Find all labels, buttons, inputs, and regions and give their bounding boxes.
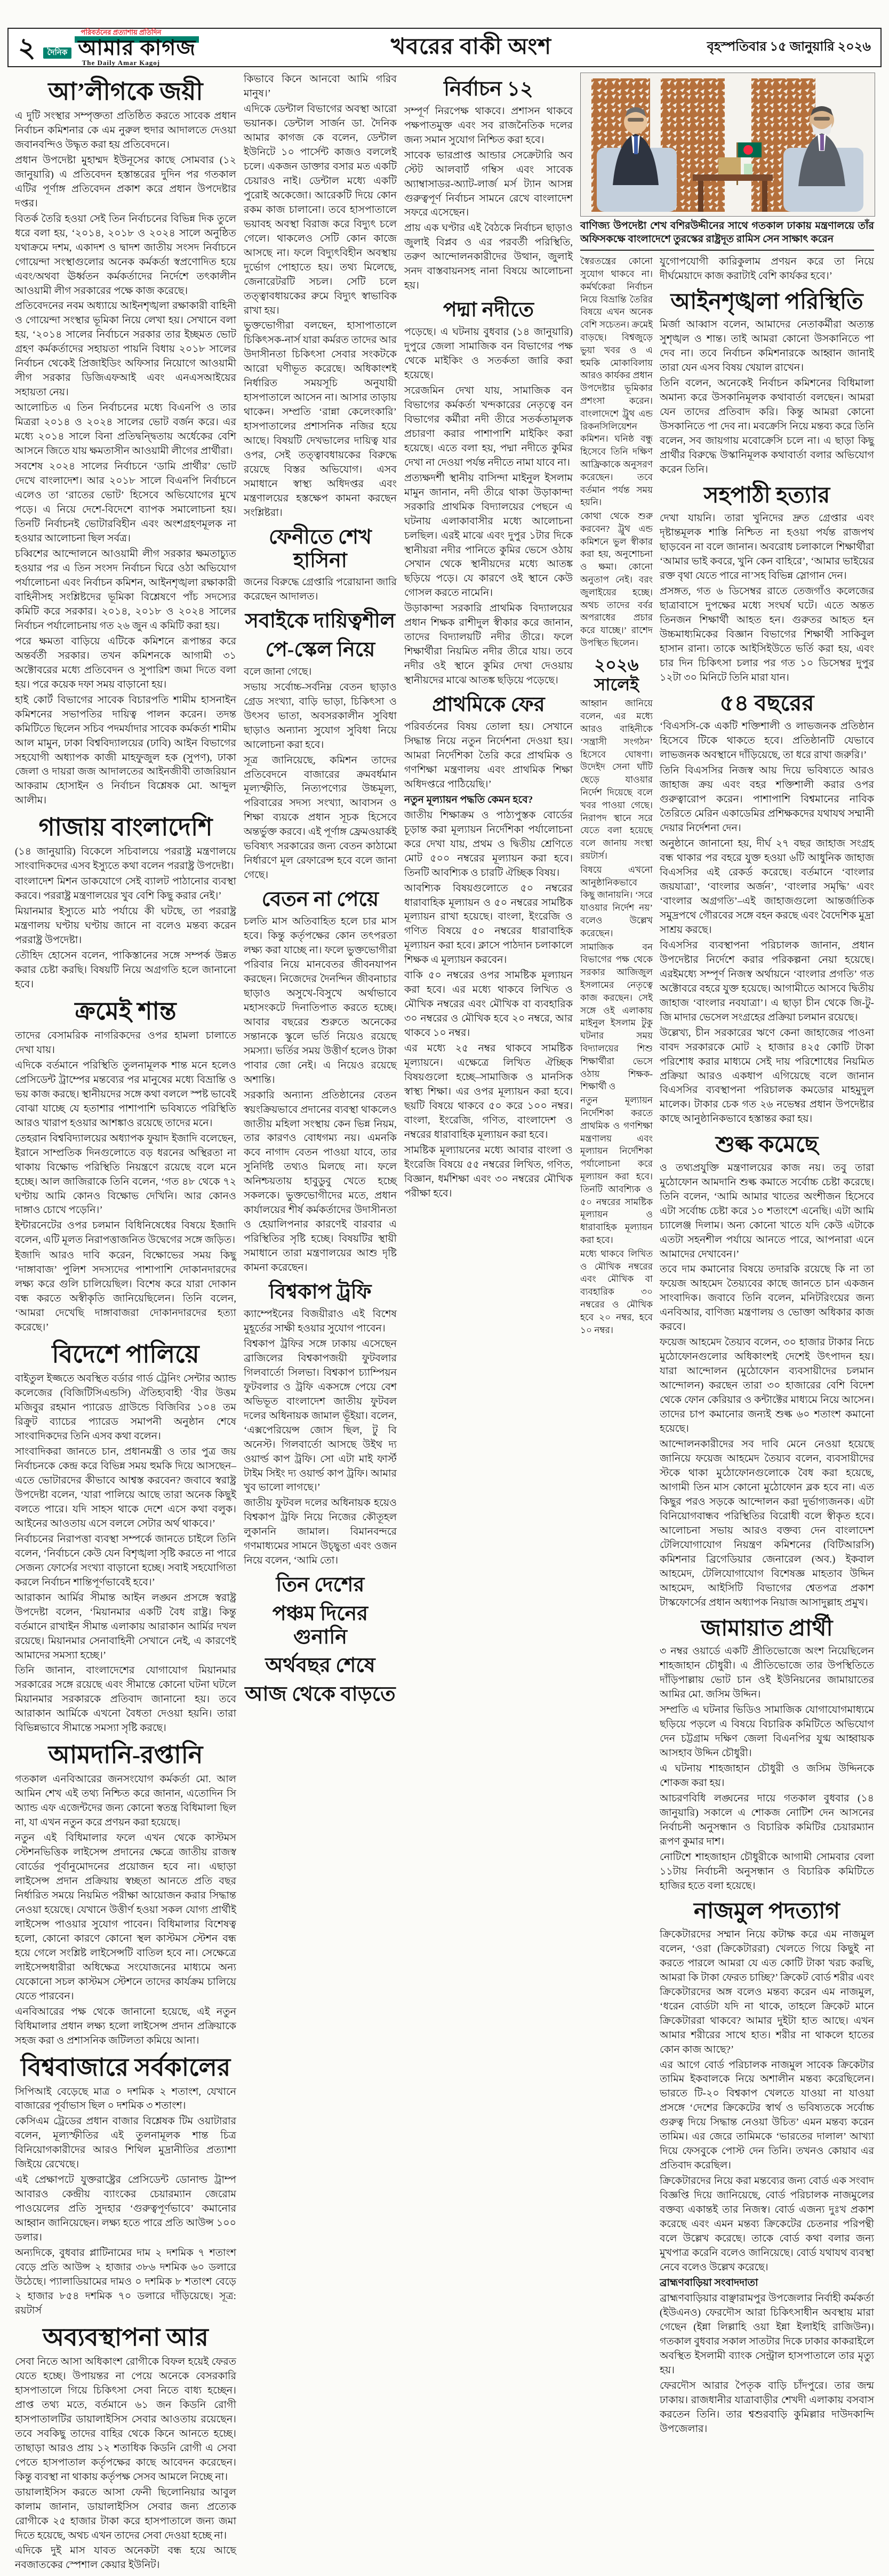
news-story bbox=[580, 255, 653, 650]
section-title: খবরের বাকী অংশ bbox=[390, 34, 552, 59]
story-paragraph: কোথা থেকে শুরু করবেন? ট্রুথ এন্ড কমিশনে ভুল স্বীকার করা হয়, অনুশোচনা ও ক্ষমা। কোনো অনুতাপ নেই। বরং জুলাইয়ের হচ্ছে। অথচ তাদের বর্বর অপরাধের প্রচার করে যাচ্ছে।’ রাশেদ উপস্থিত ছিলেন। bbox=[580, 511, 653, 649]
story-paragraph: চব্বিশের আন্দোলনে আওয়ামী লীগ সরকার ক্ষমতাচ্যুত হওয়ার পর এ তিন সংসদ নির্বাচন ঘিরে ওঠা অভিযোগ পর্যালোচনা এবং নির্বাচন কমিশন, আইনশৃঙ্খলা রক্ষাকারী বাহিনীসহ সংশ্লিষ্টদের ভূমিকা বিশ্লেষণে পাঁচ সদস্যের কমিটি করে সরকার। ২০১৪, ২০১৮ ও ২০২৪ সালের নির্বাচন পর্যালোচনায় গত ২৬ জুন এ কমিটি করা হয়। bbox=[15, 548, 236, 632]
story-headline: শুল্ক কমেছে bbox=[715, 1133, 819, 1158]
story-paragraph: আন্দোলনকারীদের সব দাবি মেনে নেওয়া হয়েছে জানিয়ে ফয়েজ আহমেদ তৈয়্যব বলেন, ব্যবসায়ীদের স্টকে থাকা মুঠোফোনগুলোকে বৈধ করা হয়েছে, আগামী তিন মাস কোনো মুঠোফোন ব্লক হবে না। এত কিছুর পরও সড়কে আন্দোলন করা দুর্ভাগ্যজনক। এটা বিনিয়োগবান্ধব পরিস্থিতির বিরোধী বলে স্বীকৃত হবে। আলোচনা সভায় আরও বক্তব্য দেন বাংলাদেশ টেলিযোগাযোগ নিয়ন্ত্রণ কমিশনের (বিটিআরসি) কমিশনার ব্রিগেডিয়ার জেনারেল (অব.) ইকবাল আহমেদ, টেলিযোগাযোগ বিশেষজ্ঞ মাহতাব উদ্দিন আহমেদ, আইসিটি বিভাগের শ্বেতপত্র প্রকাশ টাস্কফোর্সের প্রধান অধ্যাপক নিয়াজ আসাদুল্লাহ প্রমুখ। bbox=[660, 1439, 874, 1608]
story-paragraph: সম্প্রতি এ ঘটনার ভিডিও সামাজিক যোগাযোগমাধ্যমে ছড়িয়ে পড়লে এ বিষয়ে বিচারিক কমিটিতে অভিযোগ দেন চট্টগ্রাম দক্ষিণ জেলা বিএনপির যুগ্ম আহ্বায়ক আসহাব উদ্দিন চৌধুরী। bbox=[660, 1704, 874, 1759]
story-headline: পে-স্কেল নিয়ে bbox=[265, 639, 375, 661]
story-paragraph: অনুষ্ঠানে জানানো হয়, দীর্ঘ ২৭ বছর জাহাজ সংগ্রহ বন্ধ থাকার পর বহরে যুক্ত হওয়া ৬টি আধুনিক জাহাজ বিএসসির এই রেকর্ড করেছে। বর্তমানে ‘বাংলার জয়যাত্রা’, ‘বাংলার অর্জন’, ‘বাংলার সমৃদ্ধি’ এবং ‘বাংলার অগ্রগতি’–এই জাহাজগুলো আন্তর্জাতিক সমুদ্রপথে গৌরবের সঙ্গে বহন করছে এবং বৈদেশিক মুদ্রা সাশ্রয় করছে। bbox=[660, 838, 874, 936]
story-paragraph: ৩ নম্বর ওয়ার্ডে একটি প্রীতিভোজে অংশ নিয়েছিলেন শাহজাহান চৌধুরী। এ প্রীতিভোজে তার উপস্থিতিতে দাঁড়িপাল্লায় ভোট চান ওই ইউনিয়নের জামায়াতের আমির মো. জসিম উদ্দিন। bbox=[660, 1646, 874, 1700]
story-headline: বিশ্বকাপ ট্রফি bbox=[269, 1281, 372, 1304]
news-story bbox=[580, 655, 653, 1336]
story-headline: নির্বাচন ১২ bbox=[444, 78, 533, 100]
story-paragraph: সেবা নিতে আসা অধিকাংশ রোগীকে বিফল হয়েই ফেরত যেতে হচ্ছে। উপায়ন্তর না পেয়ে অনেকে বেসরকারি হাসপাতালে গিয়ে চিকিৎসা সেবা নিতে বাধ্য হচ্ছেন। প্রাপ্ত তথ্য মতে, বর্তমানে ৬১ জন কিডনি রোগী হাসপাতালটির ডায়ালাইসিস সেবার আওতায় রয়েছেন। তবে সবকিছু তাদের বাহির থেকে কিনে আনতে হচ্ছে। তাছাড়া আরও প্রায় ১২ শতাধিক কিডনি রোগী এ সেবা পেতে হাসপাতাল কর্তৃপক্ষের কাছে আবেদন করেছেন। কিন্তু ব্যবস্থা না থাকায় কর্তৃপক্ষ সেসব আমলে নিচ্ছে না। bbox=[15, 2356, 236, 2483]
news-story bbox=[660, 289, 874, 477]
story-headline: অব্যবস্থাপনা আর bbox=[43, 2324, 209, 2351]
story-headline: জামায়াত প্রার্থী bbox=[701, 1616, 833, 1641]
column-5 bbox=[660, 255, 874, 2440]
story-paragraph: সবশেষ ২০২৪ সালের নির্বাচনে ‘ডামি প্রার্থীর’ ভোট দেখে বাংলাদেশ। আর ২০১৮ সালে বিএনপি নির্বাচনে এলেও তা ‘রাতের ভোট’ হিসেবে অভিযোগের মুখে পড়ে। এ নিয়ে দেশে-বিদেশে ব্যাপক সমালোচনা হয়। তিনটি নির্বাচনই ভোটারবিহীন এবং অংশগ্রহণমূলক না হওয়ার আলোচনা ছিল সর্বত্র। bbox=[15, 461, 236, 544]
story-paragraph: ও তথ্যপ্রযুক্তি মন্ত্রণালয়ের কাজ নয়। তবু তারা মুঠোফোন আমদানি শুল্ক কমাতে সর্বোচ্চ চেষ্টা করেছে। তিনি বলেন, ‘আমি আমার খাতের অংশীজন হিসেবে এটা সর্বোচ্চ চেষ্টা করে ১০ শতাংশে এনেছি। এটা আমি চ্যালেঞ্জ দিলাম। অন্য কোনো খাতে যদি কেউ এটাকে এতটা সহনশীল পর্যায়ে আনতে পারে, আপনারা এনে আমাদের দেখাবেন।’ bbox=[660, 1162, 874, 1260]
story-paragraph: প্রতিবেদনের নবম অধ্যায়ে আইনশৃঙ্খলা রক্ষাকারী বাহিনী ও গোয়েন্দা সংস্থার ভূমিকা নিয়ে লেখা হয়। সেখানে বলা হয়, ‘২০১৪ সালের নির্বাচনে সরকার তার ইচ্ছমত ভোট গ্রহণ কর্মকর্তাদের সহায়তা পায়নি বিধায় ২০১৮ সালের নির্বাচন থেকেই প্রিজাইডিং অফিসার নিয়োগে আওয়ামী লীগ সরকার ডিজিএফআই এবং এনএসআইয়ের সহায়তা নেয়। bbox=[15, 300, 236, 398]
story-headline: আজ থেকে বাড়তে bbox=[245, 1683, 396, 1706]
news-story bbox=[15, 2054, 236, 2318]
news-story bbox=[660, 483, 874, 685]
story-paragraph: তৌহিদ হোসেন বলেন, পাকিস্তানের সঙ্গে সম্পর্ক উন্নত করার চেষ্টা করছি। বিষয়টি নিয়ে অগ্রগতি হলে জানানো হবে। bbox=[15, 950, 236, 990]
story-paragraph: প্রত্যক্ষদর্শী স্থানীয় বাসিন্দা মাইনুল ইসলাম মামুন জানান, নদী তীরে থাকা উড়াকান্দা সরকারি প্রাথমিক বিদ্যালয়ের পেছনে এ ঘটনায় এলাকাবাসীর মধ্যে আলোচনা চলছিল। এরই মাঝে এবং দুপুর ১টার দিকে স্থানীয়রা নদীর পানিতে কুমির ভেসে ওঠায় সেখান থেকে স্থানীয়দের মধ্যে আতঙ্ক ছড়িয়ে পড়ে। যে কারণে ওই স্থানে কেউ গোসল করতে নামেনি। bbox=[404, 472, 573, 599]
story-paragraph: প্রসঙ্গত, গত ৬ ডিসেম্বর রাতে তেজগাঁও কলেজের ছাত্রাবাসে দুপক্ষের মধ্যে সংঘর্ষ ঘটে। এতে অন্তত তিনজন শিক্ষার্থী আহত হন। গুরুতর আহত হন উচ্চমাধ্যমিকের বিজ্ঞান বিভাগের শিক্ষার্থী সাকিবুল হাসান রানা। তাকে আইসিইউতে ভর্তি করা হয়, এবং চার দিন চিকিৎসা চলার পর গত ১০ ডিসেম্বর দুপুর ১২টা ৩০ মিনিটে তিনি মারা যান। bbox=[660, 586, 874, 683]
news-story bbox=[15, 1741, 236, 2048]
news-story bbox=[660, 255, 874, 284]
story-headline: বিদেশে পালিয়ে bbox=[52, 1341, 199, 1368]
story-paragraph: মধ্যে থাকবে লিখিত ও মৌখিক নম্বরের এবং মৌখিক বা ব্যবহারিক ৩০ নম্বরের ও মৌখিক হবে ২০ নম্বর, হবে ১০ নম্বর। bbox=[580, 1248, 653, 1335]
story-headline: পদ্মা নদীতে bbox=[443, 299, 534, 322]
story-paragraph: ইজাদি আরও দাবি করেন, বিক্ষোভের সময় কিছু ‘দাঙ্গাবাজ’ পুলিশ সদস্যদের পাশাপাশি দোকানদারদের লক্ষ্য করে গুলি চালিয়েছিল। বিশেষ করে যারা দোকান বন্ধ করতে অস্বীকৃতি জানিয়েছিলেন। তিনি বলেন, ‘আমরা দেখেছি দাঙ্গাবাজরা দোকানদারদের হত্যা করেছে।’ bbox=[15, 1250, 236, 1334]
story-paragraph: তেহরান বিশ্ববিদ্যালয়ের অধ্যাপক ফুয়াদ ইজাদি বলেছেন, ইরানে সাম্প্রতিক দিনগুলোতে বড় ধরনের অস্থিরতা না থাকায় বিক্ষোভ পরিস্থিতি নিয়ন্ত্রণে রয়েছে বলে মনে হচ্ছে। আল জাজিরাকে তিনি বলেন, ‘গত ৪৮ থেকে ৭২ ঘণ্টায় আমি কোনও বিক্ষোভ দেখিনি। আর কোনও দাঙ্গাও চোখে পড়েনি।’ bbox=[15, 1133, 236, 1216]
story-paragraph: চলতি মাস অতিবাহিত হলে চার মাস হবে। কিন্তু কর্তৃপক্ষের কোন তৎপরতা লক্ষ্য করা যাচ্ছে না। ফলে ভুক্তভোগীরা পরিবার নিয়ে মানবেতর জীবনযাপন করছেন। নিজেদের দৈনন্দিন জীবনাচার ছাড়াও অসুখে-বিসুখে অর্থাভাবে মহাসংকটে দিনাতিপাত করতে হচ্ছে। আবার বছরের শুরুতে অনেকের সন্তানকে স্কুলে ভর্তি নিয়েও রয়েছে সমস্যা। ভর্তির সময় উত্তীর্ণ হলেও টাকা পাবার জো নেই। এ নিয়েও রয়েছে অশান্তি। bbox=[243, 915, 397, 1086]
story-paragraph: ব্রাহ্মণবাড়িয়ার বাঞ্ছারামপুর উপজেলার নির্বাহী কর্মকর্তা (ইউএনও) ফেরদৌস আরা চিকিৎসাধীন অবস্থায় মারা গেছেন (ইন্না লিল্লাহি ওয়া ইন্না ইলাইহি রাজিউন)। গতকাল বুধবার সকাল সাতটার দিকে ঢাকার কাকরাইলে অবস্থিত ইসলামী ব্যাংক সেন্ট্রাল হাসপাতালে তার মৃত্যু হয়। bbox=[660, 2293, 874, 2376]
story-paragraph: নির্বাচনের নিরাপত্তা ব্যবস্থা সম্পর্কে জানতে চাইলে তিনি বলেন, ‘নির্বাচনে কেউ যেন বিশৃঙ্খলা সৃষ্টি করতে না পারে সেজন্য ফোর্সের সংখ্যা বাড়ানো হচ্ছে। সবাই সহযোগিতা করলে নির্বাচন শান্তিপূর্ণভাবেই হবে।’ bbox=[15, 1533, 236, 1588]
story-paragraph: আচরণবিধি লঙ্ঘনের দায়ে গতকাল বুধবার (১৪ জানুয়ারি) সকালে এ শোকজ নোটিশ দেন আসনের নির্বাচনী অনুসন্ধান ও বিচারিক কমিটির চেয়ারম্যান রূপণ কুমার দাশ। bbox=[660, 1792, 874, 1847]
news-story bbox=[660, 1616, 874, 1894]
news-story bbox=[404, 78, 573, 293]
news-story bbox=[660, 691, 874, 1127]
story-paragraph: মির্জা আব্বাস বলেন, আমাদের নেতাকর্মীরা অত্যন্ত সুশৃঙ্খল ও শান্ত। তাই আমরা কোনো উসকানিতে পা দেব না। তবে নির্বাচন কমিশনারকে আহ্বান জানাই তারা যেন এসব বিষয় খেয়াল রাখেন। bbox=[660, 319, 874, 374]
story-paragraph: ‘বিএসসি-কে একটি শক্তিশালী ও লাভজনক প্রতিষ্ঠান হিসেবে টিকে থাকতে হবে। প্রতিষ্ঠানটি যেভাবে লাভজনক অবস্থানে দাঁড়িয়েছে, তা ধরে রাখা জরুরি।’ bbox=[660, 721, 874, 761]
story-paragraph: প্রায় এক ঘণ্টার এই বৈঠকে নির্বাচন ছাড়াও জুলাই বিপ্লব ও এর পরবর্তী পরিস্থিতি, তরুণ আন্দোলনকারীদের উত্থান, জুলাই সনদ বাস্তবায়নসহ নানা বিষয়ে আলোচনা হয়। bbox=[404, 222, 573, 292]
story-paragraph: তাদের বেসামরিক নাগরিকদের ওপর হামলা চালাতে দেখা যায়। bbox=[15, 1030, 236, 1056]
story-paragraph: নোটিশে শাহজাহান চৌধুরীকে আগামী সোমবার বেলা ১১টায় নির্বাচনী অনুসন্ধান ও বিচারিক কমিটিতে হাজির হতে বলা হয়েছে। bbox=[660, 1851, 874, 1892]
story-headline: বেতন না পেয়ে bbox=[261, 888, 379, 911]
story-paragraph: সূত্র জানিয়েছে, কমিশন তাদের প্রতিবেদনে বাজারের ক্রমবর্ধমান মূল্যস্ফীতি, নিত্যপণ্যের উচ্চমূল্য, পরিবারের সদস্য সংখ্যা, আবাসন ও শিক্ষা ব্যয়কে প্রধান সূচক হিসেবে অন্তর্ভুক্ত করবে। এই পূর্ণাঙ্গ ফ্রেমওয়ার্কই ভবিষ্যৎ সরকারের জন্য বেতন কাঠামো নির্ধারণে মূল রেফারেন্স হবে বলে জানা গেছে। bbox=[243, 754, 397, 881]
news-story bbox=[244, 610, 397, 633]
story-headline: আ’লীগকে জয়ী bbox=[48, 78, 203, 105]
news-story bbox=[244, 1281, 397, 1568]
story-paragraph: জনের বিরুদ্ধে গ্রেপ্তারি পরোয়ানা জারি করেছেন আদালত। bbox=[243, 577, 397, 603]
story-paragraph: নতুন মূল্যায়ন নির্দেশিকা করতে প্রাথমিক ও গণশিক্ষা মন্ত্রণালয় এবং মূল্যায়ন নির্দেশিকা পর্যালোচনা করে মূল্যায়ন করা হবে। তিনটি আবশ্যিক ও ৫০ নম্বরের সামষ্টিক মূল্যায়ন ও ধারাবাহিক মূল্যায়ন করা হবে। bbox=[580, 1095, 653, 1245]
story-paragraph: পরিবর্তনের বিষয় তোলা হয়। সেখানে সিদ্ধান্ত নিয়ে নতুন নির্দেশনা দেওয়া হয়। আমরা নির্দেশিকা তৈরি করে প্রাথমিক ও গণশিক্ষা মন্ত্রণালয় এবং প্রাথমিক শিক্ষা অধিদপ্তরে পাঠিয়েছি।’ bbox=[404, 721, 573, 790]
news-story bbox=[15, 998, 236, 1335]
story-headline: সহপাঠী হত্যার bbox=[703, 483, 830, 508]
page-header bbox=[7, 28, 882, 67]
story-paragraph: বাকি ৫০ নম্বরের ওপর সামষ্টিক মূল্যায়ন করা হবে। এর মধ্যে থাকবে লিখিত ও মৌখিক নম্বরের এবং মৌখিক বা ব্যবহারিক ৩০ নম্বরের ও মৌখিক হবে ২০ নম্বরে, আর থাকবে ১০ নম্বর। bbox=[404, 970, 573, 1039]
story-paragraph: কেসিএম ট্রেডের প্রধান বাজার বিশ্লেষক টিম ওয়াটারার বলেন, মূল্যস্ফীতির এই তুলনামূলক শান্ত চিত্র বিনিয়োগকারীদের আরও শিথিল মুদ্রানীতির প্রত্যাশা জিইয়ে রেখেছে। bbox=[15, 2116, 236, 2171]
logo-title: আমার কাগজ bbox=[75, 36, 199, 59]
story-paragraph: সাংবাদিকরা জানতে চান, প্রধানমন্ত্রী ও তার পুত্র জয় নির্বাচনকে কেন্দ্র করে বিভিন্ন সময় হুমকি দিয়ে আসছেন–এতে ভোটারদের কীভাবে আশ্বস্ত করবেন? জবাবে স্বরাষ্ট্র উপদেষ্টা বলেন, ‘যারা পালিয়ে আছে তারা অনেক কিছুই বলতে পারে। যদি সাহস থাকে দেশে এসে কথা বলুক। আইনের আওতায় এসে বললে সেটার অর্থ থাকবে।’ bbox=[15, 1446, 236, 1529]
story-headline: নাজমুল পদত্যাগ bbox=[694, 1899, 840, 1924]
story-paragraph: বাইতুল ইজ্জতে অবস্থিত বর্ডার গার্ড ট্রেনিং সেন্টার অ্যান্ড কলেজের (বিজিটিসিএন্ডসি) ঐতিহ্যবাহী ‘বীর উত্তম মজিবুর রহমান প্যারেড গ্রাউন্ডে বিজিবির ১০৪ তম রিক্রুট ব্যাচের প্যারেড সমাপনী অনুষ্ঠান শেষে সাংবাদিকদের তিনি এসব কথা বলেন। bbox=[15, 1373, 236, 1442]
story-headline: প্রাথমিকে ফের bbox=[432, 693, 545, 716]
story-paragraph: সাবেক ভারপ্রাপ্ত আন্ডার সেক্রেটারি অব স্টেট আলবার্ট গম্বিস এবং সাবেক অ্যাম্বাসাডর-অ্যাট-লার্জ মর্স ট্যান আসন্ন গুরুত্বপূর্ণ নির্বাচন সামনে রেখে বাংলাদেশ সফরে এসেছেন। bbox=[404, 149, 573, 219]
story-paragraph: হাই কোর্ট বিভাগের সাবেক বিচারপতি শামীম হাসনাইন কমিশনের সভাপতির দায়িত্ব পালন করেন। তদন্ত কমিটিতে ছিলেন সচিব পদমর্যাদার সাবেক কর্মকর্তা শামীম আল মামুন, ঢাকা বিশ্ববিদ্যালয়ের (ঢাবি) আইন বিভাগের সহযোগী অধ্যাপক কাজী মাহফুজুল হক (সুপণ), ঢাকা জেলা ও দায়রা জজ আদালতের আইনজীবী তাজরিয়ান আকরাম হোসাইন ও নির্বাচন বিশ্লেষক মো. আব্দুল আলীম। bbox=[15, 694, 236, 807]
story-paragraph: ফেরদৌস আরার পৈতৃক বাড়ি চাঁদপুরে। তার জন্ম ঢাকায়। রাজধানীর যাত্রাবাড়ীর শেখদী এলাকায় বসবাস করতেন তিনি। তার শ্বশুরবাড়ি কুমিল্লার দাউদকান্দি উপজেলার। bbox=[660, 2380, 874, 2435]
story-paragraph: ইন্টারনেটের ওপর চলমান বিধিনিষেধের বিষয়ে ইজাদি বলেন, এটি মূলত নিরাপত্তাজনিত উদ্বেগের সঙ্গে জড়িত। bbox=[15, 1220, 236, 1246]
story-paragraph: আলোচিত এ তিন নির্বাচনের মধ্যে বিএনপি ও তার মিত্ররা ২০১৪ ও ২০২৪ সালের ভোট বর্জন করে। এর মধ্যে ২০১৪ সালে বিনা প্রতিদ্বন্দ্বিতায় অর্ধেকের বেশি আসনে জিতে যায় ক্ষমতাসীন আওয়ামী লীগের প্রার্থীরা। bbox=[15, 402, 236, 457]
story-paragraph: উল্লেখ্য, চীন সরকারের ঋণে কেনা জাহাজের পাওনা বাবদ সরকারকে মোট ২ হাজার ৪২৫ কোটি টাকা পরিশোধ করার মাধ্যমে সেই দায় পরিশোধের নিয়মিত প্রক্রিয়া আরও একধাপ এগিয়েছে বলে জানান বিএসসির ব্যবস্থাপনা পরিচালক কমডোর মাহমুদুল মালেক। টাকার চেক গত ২৬ নভেম্বর প্রধান উপদেষ্টার কাছে আনুষ্ঠানিকভাবে হস্তান্তর করা হয়। bbox=[660, 1027, 874, 1125]
story-headline: অর্থবছর শেষে bbox=[265, 1654, 375, 1677]
story-paragraph: পড়েছে। এ ঘটনায় বুধবার (১৪ জানুয়ারি) দুপুরে জেলা সামাজিক বন বিভাগের পক্ষ থেকে মাইকিং ও সতর্কতা জারি করা হয়েছে। bbox=[404, 326, 573, 381]
story-paragraph: যুগোপযোগী কারিকুলাম প্রণয়ন করে তা নিয়ে দীর্ঘমেয়াদে কাজ করাটাই বেশি কার্যকর হবে।’ bbox=[660, 256, 874, 282]
story-paragraph: ভুক্তভোগীরা বলছেন, হাসাপাতালে চিকিৎসক-নার্স যারা কর্মরত তাদের আর উদাসীনতা চিকিৎসা সেবার সংকটকে আরো ঘণীভূত করেছে। অধিকাংশই নির্ধারিত সময়সূচি অনুযায়ী হাসপাতালে আসেন না। আসার তাড়ায় থাকেন। সম্প্রতি ‘রান্না কেলেংকারি’ হাসপাতালের প্রশাসনিক নজির হয়ে আছে। বিষয়টি দেখভালের দায়িত্ব যার ওপর, সেই তত্ত্বাবধায়কের বিরুদ্ধে রয়েছে বিস্তর অভিযোগ। এসব সমাধানে স্বাস্থ্য অধিদপ্তর এবং মন্ত্রণালয়ের হস্তক্ষেপ কামনা করছেন সংশ্লিষ্টরা। bbox=[243, 320, 397, 519]
story-paragraph: এর মধ্যে ২৫ নম্বর থাকবে সামষ্টিক মূল্যায়নে। এক্ষেত্রে লিখিত ঐচ্ছিক বিষয়গুলো হচ্ছে–সামাজিক ও মানসিক স্বাস্থ্য শিক্ষা। এর ওপর মূল্যায়ন করা হবে। ছয়টি বিষয়ে থাকবে ৫০ করে ১০০ নম্বর। বাংলা, ইংরেজি, গণিত, বাংলাদেশ ও নম্বরের ধারাবাহিক মূল্যায়ন করা হবে। bbox=[404, 1043, 573, 1141]
news-photo-figure bbox=[580, 73, 874, 251]
story-paragraph: এই প্রেক্ষাপটে যুক্তরাষ্ট্রের প্রেসিডেন্ট ডোনাল্ড ট্রাম্প আবারও কেন্দ্রীয় ব্যাংকের চেয়ারম্যান জেরোম পাওয়েলের প্রতি সুদহার ‘গুরুত্বপূর্ণভাবে’ কমানোর আহ্বান জানিয়েছেন। লক্ষ্য হতে পারে প্রতি আউন্স ১০০ ডলার। bbox=[15, 2174, 236, 2244]
story-headline: বিশ্ববাজারে সর্বকালের bbox=[20, 2053, 231, 2081]
story-paragraph: তিনি বলেন, অনেকেই নির্বাচন কমিশনের বিধিমালা অমান্য করে উসকানিমূলক কথাবার্তা বলছেন। আমরা যেন তাদের প্রতিবাদ করি। কিন্তু আমরা কোনো উসকানিতে পা দেব না। মবক্রেসি নিয়ে মন্তব্য করে তিনি বলেন, সব জায়গায় মবোক্রেসি চলে না। এ ছাড়া কিছু প্রার্থীর বিরুদ্ধে উস্কানিমূলক কথাবার্তা বলার অভিযোগ করেন তিনি। bbox=[660, 378, 874, 476]
news-story bbox=[660, 1132, 874, 1610]
story-paragraph: নতুন মূল্যায়ন পদ্ধতি কেমন হবে? bbox=[404, 794, 533, 806]
story-headline: তিন দেশের bbox=[276, 1574, 365, 1597]
story-paragraph: ক্যাম্পেইনের বিজয়ীরাও এই বিশেষ মুহূর্তের সাক্ষী হওয়ার সুযোগ পাবেন। bbox=[243, 1308, 397, 1334]
story-paragraph: সভায় সর্বোচ্চ-সর্বনিম্ন বেতন ছাড়াও গ্রেড সংখ্যা, বাড়ি ভাড়া, চিকিৎসা ও উৎসব ভাতা, অবসরকালীন সুবিধা ছাড়াও অন্যান্য সুযোগ সুবিধা নিয়ে আলোচনা করা হবে। bbox=[243, 681, 397, 751]
story-paragraph: বিএসসির ব্যবস্থাপনা পরিচালক জানান, প্রধান উপদেষ্টার নির্দেশে করার পরিকল্পনা নেয়া হয়েছে। এরইমধ্যে সম্পূর্ণ নিজস্ব অর্থায়নে ‘বাংলার প্রগতি’ গত অক্টোবরে বহরে যুক্ত হয়েছে। আগামীতে আসবে দ্বিতীয় জাহাজ ‘বাংলার নবযাত্রা’। এ ছাড়া চীন থেকে জি-টু-জি মাদার ভেসেল সংগ্রহের প্রক্রিয়া চলমান রয়েছে। bbox=[660, 939, 874, 1023]
story-paragraph: সামষ্টিক মূল্যায়নের মধ্যে আবার বাংলা ও ইংরেজি বিষয়ে ৫৫ নম্বরের লিখিত, গণিত, বিজ্ঞান, ধর্মশিক্ষা এবং ৩০ নম্বরের মৌখিক পরীক্ষা হবে। bbox=[404, 1144, 573, 1199]
logo-subtitle: The Daily Amar Kagoj bbox=[82, 59, 161, 67]
story-paragraph: ফয়েজ আহমেদ তৈয়্যব বলেন, ৩০ হাজার টাকার নিচে মুঠোফোনগুলোর অধিকাংশই দেশেই উৎপাদন হয়। যারা আন্দোলন (মুঠোফোন ব্যবসায়ীদের চলমান আন্দোলন) করছেন তারা ৩০ হাজারের বেশি বিদেশ থেকে ফোন কেরিয়ার ও কন্টাক্টের মাধ্যমে নিয়ে আসেন। তাদের চাপ কমানোর জন্যই শুল্ক ৬০ শতাংশ কমানো হয়েছে। bbox=[660, 1337, 874, 1435]
story-paragraph: প্রধান উপদেষ্টা মুহাম্মদ ইউনূসের কাছে সোমবার (১২ জানুয়ারি) এ প্রতিবেদন হস্তান্তরের দুদিন পর গতকাল এটির পূর্ণাঙ্গ প্রতিবেদন প্রকাশ করে প্রধান উপদেষ্টার দপ্তর। bbox=[15, 154, 236, 209]
page-content bbox=[7, 67, 882, 2576]
story-headline: সবাইকে দায়িত্বশীল bbox=[245, 610, 396, 633]
story-paragraph: সম্পূর্ণ নিরপেক্ষ থাকবে। প্রশাসন থাকবে পক্ষপাতমুক্ত এবং সব রাজনৈতিক দলের জন্য সমান সুযোগ নিশ্চিত করা হবে। bbox=[404, 105, 573, 146]
story-headline: ক্রমেই শান্ত bbox=[75, 997, 177, 1025]
column-2 bbox=[244, 73, 397, 1710]
story-paragraph: স্বৈরতন্ত্রের কোনো সুযোগ থাকবে না। কর্মর্থকেরা নির্বাচন নিয়ে বিভ্রান্তি তৈরির বিষয়ে এখন অনেক বেশি সচেতন। ক্রমেই বাড়ছে। বিশ্বজুড়ে ভুয়া খবর ও এ হুমকি মোকাবিলায় আরও কার্যকর প্রধান উপদেষ্টার ভূমিকার প্রশংসা করেন। বাংলাদেশে ট্রুথ এন্ড রিকনসিলিয়েশন কমিশন। ঘনিষ্ঠ বন্ধু হিসেবে তিনি দক্ষিণ আফ্রিকাকে অনুসরণ করেছেন। তবে বর্তমান পর্যন্ত সময় হয়নি। bbox=[580, 256, 653, 508]
news-story bbox=[15, 814, 236, 992]
story-paragraph: ক্রিকেটারদের সম্মান নিয়ে কটাক্ষ করে এম নাজমুল বলেন, ‘ওরা (ক্রিকেটাররা) খেলতে গিয়ে কিছুই না করতে পারলে আমরা যে এত কোটি টাকা খরচ করছি, আমরা কি টাকা ফেরত চাচ্ছি?’ ক্রিকেট বোর্ড শরীর এবং ক্রিকেটারদের অঙ্গ বলেও মন্তব্য করেন এম নাজমুল, ‘ধরেন বোর্ডটা যদি না থাকে, তাহলে ক্রিকেট মানে ক্রিকেটাররা থাকবে? আমার দুইটা হাত আছে। এখন আমার শরীরের সাথে হাত। শরীর না থাকলে হাতের কোন কাজ আছে?’ bbox=[660, 1928, 874, 2055]
story-paragraph: আরাকান আর্মির সীমান্ত আইন লঙ্ঘন প্রসঙ্গে স্বরাষ্ট্র উপদেষ্টা বলেন, ‘মিয়ানমার একটি বৈধ রাষ্ট্র। কিন্তু বর্তমানে রাখাইন সীমান্ত এলাকায় আরাকান আর্মির দখল রয়েছে। মিয়ানমার সেনাবাহিনী সেখানে নেই, এ কারণেই আমাদের সমস্যা হচ্ছে।’ bbox=[15, 1592, 236, 1661]
page-number: ২ bbox=[18, 33, 36, 62]
news-story bbox=[244, 1654, 397, 1678]
story-paragraph: তিনি বিএসসির নিজস্ব আয় দিয়ে ভবিষ্যতে আরও জাহাজ ক্রয় এবং বহর শক্তিশালী করার ওপর গুরুত্বারোপ করেন। পাশাপাশি বিশ্বমানের নাবিক তৈরিতে মেরিন একাডেমির প্রশিক্ষকদের যথাযথ সম্মানী দেয়ার নির্দেশনা দেন। bbox=[660, 765, 874, 834]
story-paragraph: আহ্বান জানিয়ে বলেন, এর মধ্যে আরও বাহিনীকে ‘সন্ত্রাসী সংগঠন’ হিসেবে ঘোষণা। উদেইদ সেনা ঘাঁটি ছেড়ে যাওয়ার নির্দেশ দিয়েছে বলে খবর পাওয়া গেছে। নিরাপদ স্থানে সরে যেতে বলা হয়েছে বলে জানায় সংস্থা রয়টার্স। bbox=[580, 698, 653, 862]
story-paragraph: এদিকে ডেন্টাল বিভাগের অবস্থা আরো ভয়ানক। ডেন্টাল সার্জন ডা. দৈনিক আমার কাগজ কে বলেন, ডেন্টাল ইউনিটে ১০ পার্সেন্ট কাজও বললেই চলে। একজন ডাক্তার বসার মত একটি চেয়ারও নাই। ডেন্টাল মধ্যে একটি পুরোই অকেজো। আরেকটি দিয়ে কোন রকম কাজ চালানো। তবে হাসপাতালে ভয়াবহ অবস্থা বিরাজ করে বিদ্যুৎ চলে গেলে। থাকলেও সেটি কোন কাজে আসছে না। ফলে বিদ্যুৎবিহীন অবস্থায় দুর্ভোগ পোহাতে হয়। তথ্য মিলেছে, জেনারেটরটি সচল। সেটি চলে তত্ত্বাবধায়কের রুমে বিদ্যুৎ স্বাভাবিক রাখা হয়। bbox=[243, 103, 397, 316]
story-paragraph: এদিকে বর্তমানে পরিস্থিতি তুলনামূলক শান্ত মনে হলেও প্রেসিডেন্ট ট্রাম্পের মন্তব্যের পর মানুষের মধ্যে বিভ্রান্তি ও ভয় কাজ করছে। স্থানীয়দের সঙ্গে কথা বললে স্পষ্ট ভাবেই বোঝা যাচ্ছে যে হতাশার পাশাপাশি ভবিষ্যতে পরিস্থিতি আরও খারাপ হওয়ার আশঙ্কাও রয়েছে তাদের মনে। bbox=[15, 1059, 236, 1129]
story-paragraph: দেখা যায়নি। তারা খুনিদের দ্রুত গ্রেপ্তার এবং দৃষ্টান্তমূলক শাস্তি নিশ্চিত না হওয়া পর্যন্ত রাজপথ ছাড়বেন না বলে জানান। অবরোধ চলাকালে শিক্ষার্থীরা ‘আমার ভাই কবরে, খুনি কেন বাহিরে’, ‘আমার ভাইয়ের রক্ত বৃথা যেতে পারে না’সহ বিভিন্ন স্লোগান দেন। bbox=[660, 513, 874, 582]
story-headline: ফেনীতে শেখ হাসিনা bbox=[269, 526, 372, 572]
news-story bbox=[244, 888, 397, 1275]
story-paragraph: বিতর্ক তৈরি হওয়া সেই তিন নির্বাচনের বিভিন্ন দিক তুলে ধরে বলা হয়, ‘২০১৪, ২০১৮ ও ২০২৪ সালে অনুষ্ঠিত যথাক্রমে দশম, একাদশ ও দ্বাদশ জাতীয় সংসদ নির্বাচনে গোয়েন্দা সংস্থাগুলোর অনেক কর্মকর্তা স্বপ্রণোদিত হয়ে এবং/অথবা ঊর্ধ্বতন কর্মকর্তাদের নির্দেশে তৎকালীন আওয়ামী লীগ সরকারের পক্ষে কাজ করেছে। bbox=[15, 213, 236, 297]
story-paragraph: বিষয়ে এখনো আনুষ্ঠানিকভাবে কিছু জানায়নি। ‘সরে যাওয়ার নির্দেশ নয়’ বলেও উল্লেখ করেছেন। bbox=[580, 864, 653, 938]
story-headline: ৫৪ বছরের bbox=[719, 691, 814, 716]
story-paragraph: কিভাবে কিনে আনবো আমি গরিব মানুষ।’ bbox=[243, 74, 397, 99]
story-paragraph: ডায়ালাইসিস করতে আসা ফেনী ছিলোনিয়ার আবুল কালাম জানান, ডায়ালাইসিস সেবার জন্য প্রত্যেক রোগীকে ২৫ হাজার টাকা করে হাসপাতালে জন্য জমা দিতে হয়েছে, অথচ এখন তাদের সেবা দেওয়া হচ্ছে না। bbox=[15, 2486, 236, 2541]
story-headline: আমদানি-রপ্তানি bbox=[48, 1741, 203, 1769]
column-1 bbox=[15, 73, 236, 2576]
story-headline: গাজায় বাংলাদেশি bbox=[38, 814, 213, 841]
story-headline: পঞ্চম দিনের গুনানি bbox=[272, 1602, 369, 1648]
news-story bbox=[244, 526, 397, 604]
story-paragraph: এ দুটি সংস্থার সম্পৃক্ততা প্রতিষ্ঠিত করতে সাবেক প্রধান নির্বাচন কমিশনার কে এম নুরুল হুদার আদালতে দেওয়া জবানবন্দিও উদ্ধৃত করা হয় প্রতিবেদনে। bbox=[15, 110, 236, 150]
news-story bbox=[244, 1602, 397, 1649]
column-3 bbox=[404, 73, 573, 1205]
story-paragraph: এ ঘটনায় শাহজাহান চৌধুরী ও জসিম উদ্দিনকে শোকজ করা হয়। bbox=[660, 1762, 874, 1789]
story-paragraph: বলে জানা গেছে। bbox=[243, 666, 312, 677]
story-paragraph: সামাজিক বন বিভাগের পক্ষ থেকে সরকার আজিজুল ইসলামের নেতৃত্বে কাজ করছেন। সেই সঙ্গে ওই এলাকায় মাইনুল ইসলাম টুকু ঘটনার সময় বিদ্যালয়ের শিশু শিক্ষার্থীরা ভেসে ওঠায় শিক্ষক-শিক্ষার্থী ও bbox=[580, 942, 653, 1092]
masthead bbox=[18, 29, 247, 66]
news-story bbox=[244, 1574, 397, 1597]
story-paragraph: এদিকে দুই মাস যাবত অনেকটা বন্ধ হয়ে আছে নবজাতকের স্পেশাল কেয়ার ইউনিট। bbox=[15, 2545, 236, 2571]
story-paragraph: পরে ক্ষমতা বাড়িয়ে এটিকে কমিশনে রূপান্তর করে অন্তর্বর্তী সরকার। তখন কমিশনকে আগামী ৩১ অক্টোবরের মধ্যে প্রতিবেদন ও সুপারিশ জমা দিতে বলা হয়। পরে কয়েক দফা সময় বাড়ানো হয়। bbox=[15, 635, 236, 690]
story-paragraph: বিশ্বকাপ ট্রফির সঙ্গে ঢাকায় এসেছেন ব্রাজিলের বিশ্বকাপজয়ী ফুটবলার গিলবার্তো সিলভা। বিশ্বকাপ চ্যাম্পিয়ন ফুটবলার ও ট্রফি একসঙ্গে পেয়ে বেশ অভিভূত বাংলাদেশ জাতীয় ফুটবল দলের অধিনায়ক জামাল ভূঁইয়া। বলেন, ‘এক্সপেরিয়েন্স জোস ছিল, টু বি অনেস্ট। গিলবার্তো আসছে উইথ দ্য ওয়ার্ল্ড কাপ ট্রফি। সো এটা মাই ফার্স্ট টাইম সিইং দ্য ওয়ার্ল্ড কাপ ট্রফি। আমার খুব ভালো লাগছে।’ bbox=[243, 1338, 397, 1494]
story-paragraph: তিনি জানান, বাংলাদেশের যোগাযোগ মিয়ানমার সরকারের সঙ্গে রয়েছে এবং সীমান্তে কোনো ঘটনা ঘটলে মিয়ানমার সরকারকে প্রতিবাদ জানানো হয়। তবে আরাকান আর্মিকে এখনো বৈধতা দেওয়া হয়নি। তারা বিভিন্নভাবে সীমান্তে সমস্যা সৃষ্টি করছে। bbox=[15, 1665, 236, 1734]
story-paragraph: তবে দাম কমানোর বিষয়ে তদারকি রয়েছে কি না তা ফয়েজ আহমেদ তৈয়্যবের কাছে জানতে চান একজন সাংবাদিক। জবাবে তিনি বলেন, মনিটরিংয়ের জন্য এনবিআর, বাণিজ্য মন্ত্রণালয় ও ভোক্তা অধিকার কাজ করবে। bbox=[660, 1264, 874, 1333]
news-story bbox=[244, 1683, 397, 1706]
story-paragraph: আবশ্যিক বিষয়গুলোতে ৫০ নম্বরের ধারাবাহিক মূল্যায়ন ও ৫০ নম্বরের সামষ্টিক মূল্যায়ন রাখা হয়েছে। বাংলা, ইংরেজি ও গণিত বিষয়ে ৫০ নম্বরের ধারাবাহিক মূল্যায়ন করা হবে। ক্লাসে পাঠদান চলাকালে শিক্ষক এ মূল্যায়ন করবেন। bbox=[404, 882, 573, 966]
news-story bbox=[244, 639, 397, 883]
story-paragraph: জাতীয় শিক্ষাক্রম ও পাঠ্যপুস্তক বোর্ডের চূড়ান্ত করা মূল্যায়ন নির্দেশিকা পর্যালোচনা করে দেখা যায়, প্রথম ও দ্বিতীয় শ্রেণিতে মোট ৫০০ নম্বরের মূল্যায়ন করা হবে। তিনটি আবশ্যিক ও চারটি ঐচ্ছিক বিষয়। bbox=[404, 809, 573, 879]
story-paragraph: গতকাল এনবিআরের জনসংযোগ কর্মকর্তা মো. আল আমিন শেখ এই তথ্য নিশ্চিত করে জানান, এতোদিন সি অ্যান্ড এফ এজেন্টদের জন্য কোনো স্বতন্ত্র বিধিমালা ছিল না, যা এখন নতুন করে প্রণয়ন করা হয়েছে। bbox=[15, 1774, 236, 1829]
story-paragraph: মিয়ানমার ইস্যুতে মাঠ পর্যায়ে কী ঘটছে, তা পররাষ্ট্র মন্ত্রণালয় ঘণ্টায় ঘণ্টায় জানে না বলেও মন্তব্য করেন পররাষ্ট্র উপদেষ্টা। bbox=[15, 906, 236, 946]
logo-tagline: পরিবর্তনের প্রত্যাশায় প্রতিদিন bbox=[81, 28, 162, 36]
news-story bbox=[244, 73, 397, 521]
story-paragraph: এনবিআরের পক্ষ থেকে জানানো হয়েছে, এই নতুন বিধিমালার প্রধান লক্ষ্য হলো লাইসেন্স প্রদান প্রক্রিয়াকে সহজ করা ও প্রশাসনিক জটিলতা কমিয়ে আনা। bbox=[15, 2006, 236, 2046]
news-story bbox=[15, 2324, 236, 2573]
newspaper-logo bbox=[43, 29, 199, 66]
story-paragraph: (১৪ জানুয়ারি) বিকেলে সচিবালয়ে পররাষ্ট্র মন্ত্রণালয়ে সাংবাদিকদের এসব ইস্যুতে কথা বলেন পররাষ্ট্র উপদেষ্টা। bbox=[15, 846, 236, 872]
story-headline: আইনশৃঙ্খলা পরিস্থিতি bbox=[670, 290, 863, 315]
story-paragraph: নতুন এই বিধিমালার ফলে এখন থেকে কাস্টমস স্টেশনভিত্তিক লাইসেন্স প্রদানের ক্ষেত্রে জাতীয় রাজস্ব বোর্ডের পূর্বানুমোদনের প্রয়োজন হবে না। এছাড়া লাইসেন্স প্রদান প্রক্রিয়ায় স্বচ্ছতা আনতে প্রতি বছর নির্ধারিত সময়ে নিয়মিত পরীক্ষা আয়োজন করার সিদ্ধান্ত নেওয়া হয়েছে। যেখানে উত্তীর্ণ হওয়া সকল যোগ্য প্রার্থীই লাইসেন্স পাওয়ার সুযোগ পাবেন। বিধিমালার বিশেষত্ব হলো, কোনো কারণে কোনো স্থল কাস্টমস স্টেশন বন্ধ হয়ে গেলে সংশ্লিষ্ট লাইসেন্সটি বাতিল হবে না। সেক্ষেত্রে লাইসেন্সধারীরা অধিক্ষেত্র সংযোজনের মাধ্যমে অন্য যেকোনো সচল কাস্টমস স্টেশনে তাদের কার্যক্রম চালিয়ে যেতে পারবেন। bbox=[15, 1832, 236, 2002]
right-region bbox=[580, 73, 874, 2440]
story-byline: ব্রাহ্মণবাড়িয়া সংবাদদাতা bbox=[660, 2277, 758, 2289]
news-story bbox=[15, 78, 236, 808]
column-4 bbox=[580, 255, 653, 1339]
story-paragraph: সরকারি অন্যান্য প্রতিষ্ঠানের বেতন স্বয়ংক্রিয়ভাবে প্রদানের ব্যবস্থা থাকলেও জাতীয় মহিলা সংস্থায় কেন ভিন্ন নিয়ম, তার কারণও বোধগম্য নয়। এমনকি কবে নাগাদ বেতন পাওয়া যাবে, তার সুনির্দিষ্ট তথ্যও মিলছে না। ফলে অনিশ্চয়তায় হাবুডুবু খেতে হচ্ছে সকলকে। ভুক্তভোগীদের মতে, প্রধান কার্যালয়ের শীর্ষ কর্মকর্তাদের উদাসীনতা ও হেয়ালিপনার কারণেই বারবার এ পরিস্থিতির সৃষ্টি হচ্ছে। বিষয়টির স্থায়ী সমাধানে তারা মন্ত্রণালয়ের আশু দৃষ্টি কামনা করেছেন। bbox=[243, 1089, 397, 1274]
news-story bbox=[660, 1899, 874, 2436]
story-paragraph: বাংলাদেশ মিশন ডাকযোগে সেই ব্যালট পাঠানোর ব্যবস্থা করবে। পররাষ্ট্র মন্ত্রণালয়ের খুব বেশি কিছু করার নেই।’ bbox=[15, 876, 236, 902]
news-story bbox=[404, 299, 573, 688]
news-story bbox=[15, 1341, 236, 1736]
logo-daily-label: দৈনিক bbox=[43, 47, 72, 59]
issue-date: বৃহস্পতিবার ১৫ জানুয়ারি ২০২৬ bbox=[707, 40, 871, 54]
story-paragraph: সিপিআই বেড়েছে মাত্র ০ দশমিক ২ শতাংশ, যেখানে বাজারের পূর্বাভাস ছিল ০ দশমিক ৩ শতাংশ। bbox=[15, 2086, 236, 2112]
story-paragraph: এর আগে বোর্ড পরিচালক নাজমুল সাবেক ক্রিকেটার তামিম ইকবালকে নিয়ে অশালীন মন্তব্য করেছিলেন। ভারতে টি-২০ বিশ্বকাপ খেলতে যাওয়া না যাওয়া প্রসঙ্গে ‘দেশের ক্রিকেটের স্বার্থ ও ভবিষ্যতকে সর্বোচ্চ গুরুত্ব দিয়ে সিদ্ধান্ত নেওয়া উচিত’ এমন মন্তব্য করেন তামিম। এর জেরে তামিমকে ‘ভারতের দালাল’ আখ্যা দিয়ে ফেসবুকে পোস্ট দেন তিনি। তখনও কোয়াব এর প্রতিবাদ করেছিল। bbox=[660, 2059, 874, 2172]
story-headline: ২০২৬ সালেই bbox=[594, 655, 639, 694]
photo-caption: বাণিজ্য উপদেষ্টা শেখ বশিরউদ্দীনের সাথে গতকাল ঢাকায় মন্ত্রণালয়ে তাঁর অফিসকক্ষে বাংলাদেশে তুরস্কের রাষ্ট্রদূত রামিস সেন সাক্ষাৎ করেন bbox=[580, 217, 874, 251]
meeting-photo bbox=[580, 73, 875, 217]
story-paragraph: উড়াকান্দা সরকারি প্রাথমিক বিদ্যালয়ের প্রধান শিক্ষক রাশীদুল স্বীকার করে জানান, তাদের বিদ্যালয়টি নদীর তীরে। ফলে শিক্ষার্থীরা নিয়মিত নদীর তীরে যায়। তবে নদীর ওই স্থানে কুমির দেখা দেওয়ায় স্থানীয়দের মাঝে আতঙ্ক ছড়িয়ে পড়েছে। bbox=[404, 603, 573, 687]
story-paragraph: অন্যদিকে, বুধবার প্লাটিনামের দাম ২ দশমিক ৭ শতাংশ বেড়ে প্রতি আউন্স ২ হাজার ৩৮৬ দশমিক ৬০ ডলারে উঠেছে। প্যালাডিয়ামের দামও ০ দশমিক ৮ শতাংশ বেড়ে ২ হাজার ৮৫৪ দশমিক ৭০ ডলারে দাঁড়িয়েছে। সূত্র: রয়টার্স bbox=[15, 2247, 236, 2317]
story-paragraph: ক্রিকেটারদের নিয়ে করা মন্তব্যের জন্য বোর্ড এক সংবাদ বিজ্ঞপ্তি দিয়ে জানিয়েছে, বোর্ড পরিচালক নাজমুলের বক্তব্য একান্তই তার নিজস্ব। বোর্ড এজন্য দুঃখ প্রকাশ করেছে এবং এমন মন্তব্য ক্রিকেটের চেতনার পরিপন্থী বলে উল্লেখ করেছে। তাকে বোর্ড কথা বলার জন্য মুখপাত্র করেনি বলেও জানিয়েছে। বোর্ড যথাযথ ব্যবস্থা নেবে বলেও উল্লেখ করেছে। bbox=[660, 2175, 874, 2274]
right-columns bbox=[580, 255, 874, 2440]
story-paragraph: সরেজমিন দেখা যায়, সামাজিক বন বিভাগের কর্মকর্তা খন্দকারের নেতৃত্বে বন বিভাগের কর্মীরা নদী তীরে সতর্কতামূলক প্রচারণা করার পাশাপাশি মাইকিং করা হয়েছে। এতে বলা হয়, পদ্মা নদীতে কুমির দেখা না দেওয়া পর্যন্ত নদীতে নামা যাবে না। bbox=[404, 385, 573, 468]
story-paragraph: জাতীয় ফুটবল দলের অধিনায়ক হয়েও বিশ্বকাপ ট্রফি নিয়ে নিজের কৌতূহল লুকাননি জামাল। বিমানবন্দরে গণমাধ্যমের সামনে উচ্ছ্বতা এবং ওজন নিয়ে বলেন, ‘আমি তো। bbox=[243, 1497, 397, 1567]
news-story bbox=[404, 693, 573, 1201]
